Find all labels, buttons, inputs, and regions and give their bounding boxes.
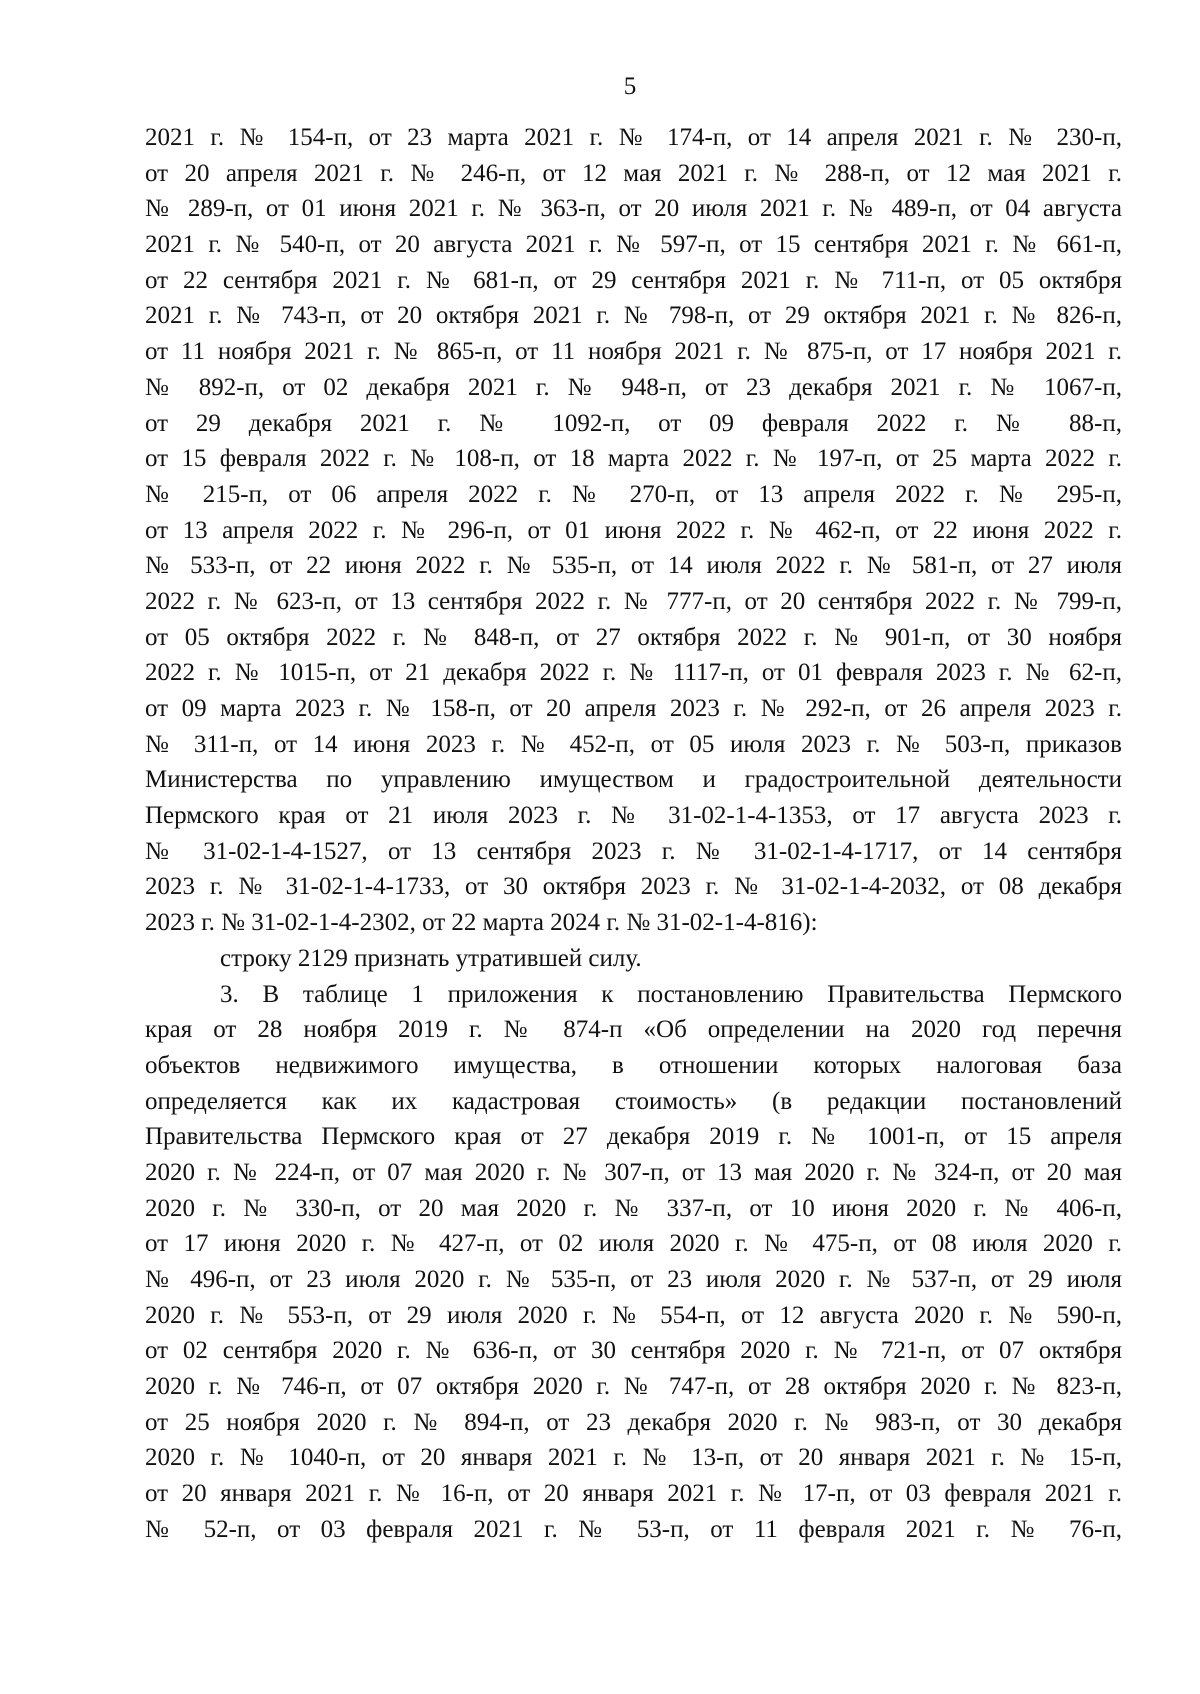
text-line: 2022 г. № 1015-п, от 21 декабря 2022 г. № 1117-п, от 01 февраля 2023 г. № 62-п, — [145, 659, 1122, 687]
text-line: от 29 декабря 2021 г. № 1092-п, от 09 февраля 2022 г. № 88-п, — [145, 409, 1122, 437]
text-line: 2020 г. № 224-п, от 07 мая 2020 г. № 307-п, от 13 мая 2020 г. № 324-п, от 20 мая — [145, 1158, 1122, 1186]
text-line: № 31-02-1-4-1527, от 13 сентября 2023 г. № 31-02-1-4-1717, от 14 сентября — [145, 837, 1122, 865]
text-line: 2020 г. № 746-п, от 07 октября 2020 г. № 747-п, от 28 октября 2020 г. № 823-п, — [145, 1373, 1122, 1401]
text-line: 2023 г. № 31-02-1-4-1733, от 30 октября 2023 г. № 31-02-1-4-2032, от 08 декабря — [145, 873, 1122, 901]
text-line: от 13 апреля 2022 г. № 296-п, от 01 июня 2022 г. № 462-п, от 22 июня 2022 г. — [145, 516, 1122, 544]
text-line: от 20 января 2021 г. № 16-п, от 20 января 2021 г. № 17-п, от 03 февраля 2021 г. — [145, 1480, 1122, 1508]
text-line: Правительства Пермского края от 27 декабря 2019 г. № 1001-п, от 15 апреля — [145, 1123, 1122, 1151]
text-line: 2020 г. № 1040-п, от 20 января 2021 г. № 13-п, от 20 января 2021 г. № 15-п, — [145, 1444, 1122, 1472]
page-number: 5 — [623, 73, 637, 100]
text-line: от 25 ноября 2020 г. № 894-п, от 23 декабря 2020 г. № 983-п, от 30 декабря — [145, 1408, 1122, 1436]
text-line: 2021 г. № 154-п, от 23 марта 2021 г. № 174-п, от 14 апреля 2021 г. № 230-п, — [145, 124, 1122, 151]
text-line: 2022 г. № 623-п, от 13 сентября 2022 г. № 777-п, от 20 сентября 2022 г. № 799-п, — [145, 587, 1122, 615]
text-line: № 533-п, от 22 июня 2022 г. № 535-п, от 14 июля 2022 г. № 581-п, от 27 июля — [145, 552, 1122, 580]
text-line: края от 28 ноября 2019 г. № 874-п «Об определении на 2020 год перечня — [145, 1016, 1122, 1044]
text-line: 3. В таблице 1 приложения к постановлению Правительства Пермского — [220, 980, 1122, 1008]
text-line: Пермского края от 21 июля 2023 г. № 31-02-1-4-1353, от 17 августа 2023 г. — [145, 802, 1122, 830]
text-line: № 215-п, от 06 апреля 2022 г. № 270-п, от 13 апреля 2022 г. № 295-п, — [145, 480, 1122, 508]
text-line: № 289-п, от 01 июня 2021 г. № 363-п, от 20 июля 2021 г. № 489-п, от 04 августа — [145, 195, 1122, 223]
text-line: от 20 апреля 2021 г. № 246-п, от 12 мая 2021 г. № 288-п, от 12 мая 2021 г. — [145, 159, 1122, 187]
text-line: 2023 г. № 31-02-1-4-2302, от 22 марта 2024 г. № 31-02-1-4-816): — [145, 909, 818, 937]
text-line: от 11 ноября 2021 г. № 865-п, от 11 ноября 2021 г. № 875-п, от 17 ноября 2021 г. — [145, 338, 1122, 366]
text-line: от 22 сентября 2021 г. № 681-п, от 29 сентября 2021 г. № 711-п, от 05 октября — [145, 266, 1122, 294]
text-line: от 15 февраля 2022 г. № 108-п, от 18 марта 2022 г. № 197-п, от 25 марта 2022 г. — [145, 445, 1122, 473]
text-line: строку 2129 признать утратившей силу. — [220, 944, 642, 972]
text-line: 2020 г. № 330-п, от 20 мая 2020 г. № 337-п, от 10 июня 2020 г. № 406-п, — [145, 1194, 1122, 1222]
text-line: от 17 июня 2020 г. № 427-п, от 02 июля 2020 г. № 475-п, от 08 июля 2020 г. — [145, 1230, 1122, 1258]
text-line: 2021 г. № 540-п, от 20 августа 2021 г. № 597-п, от 15 сентября 2021 г. № 661-п, — [145, 231, 1122, 259]
text-line: № 496-п, от 23 июля 2020 г. № 535-п, от 23 июля 2020 г. № 537-п, от 29 июля — [145, 1266, 1122, 1293]
text-line: № 52-п, от 03 февраля 2021 г. № 53-п, от 11 февраля 2021 г. № 76-п, — [145, 1515, 1122, 1543]
body-text — [145, 120, 1122, 1548]
text-line: определяется как их кадастровая стоимость» (в редакции постановлений — [145, 1087, 1122, 1115]
text-line: № 311-п, от 14 июня 2023 г. № 452-п, от 05 июля 2023 г. № 503-п, приказов — [145, 730, 1122, 758]
text-line: 2020 г. № 553-п, от 29 июля 2020 г. № 554-п, от 12 августа 2020 г. № 590-п, — [145, 1301, 1122, 1329]
text-line: объектов недвижимого имущества, в отношении которых налоговая база — [145, 1051, 1122, 1079]
text-line: от 05 октября 2022 г. № 848-п, от 27 октября 2022 г. № 901-п, от 30 ноября — [145, 623, 1122, 651]
text-line: 2021 г. № 743-п, от 20 октября 2021 г. № 798-п, от 29 октября 2021 г. № 826-п, — [145, 302, 1122, 330]
text-line: от 02 сентября 2020 г. № 636-п, от 30 сентября 2020 г. № 721-п, от 07 октября — [145, 1337, 1122, 1365]
text-line: от 09 марта 2023 г. № 158-п, от 20 апреля 2023 г. № 292-п, от 26 апреля 2023 г. — [145, 695, 1122, 722]
text-line: Министерства по управлению имуществом и градостроительной деятельности — [145, 766, 1122, 794]
text-line: № 892-п, от 02 декабря 2021 г. № 948-п, от 23 декабря 2021 г. № 1067-п, — [145, 373, 1122, 401]
